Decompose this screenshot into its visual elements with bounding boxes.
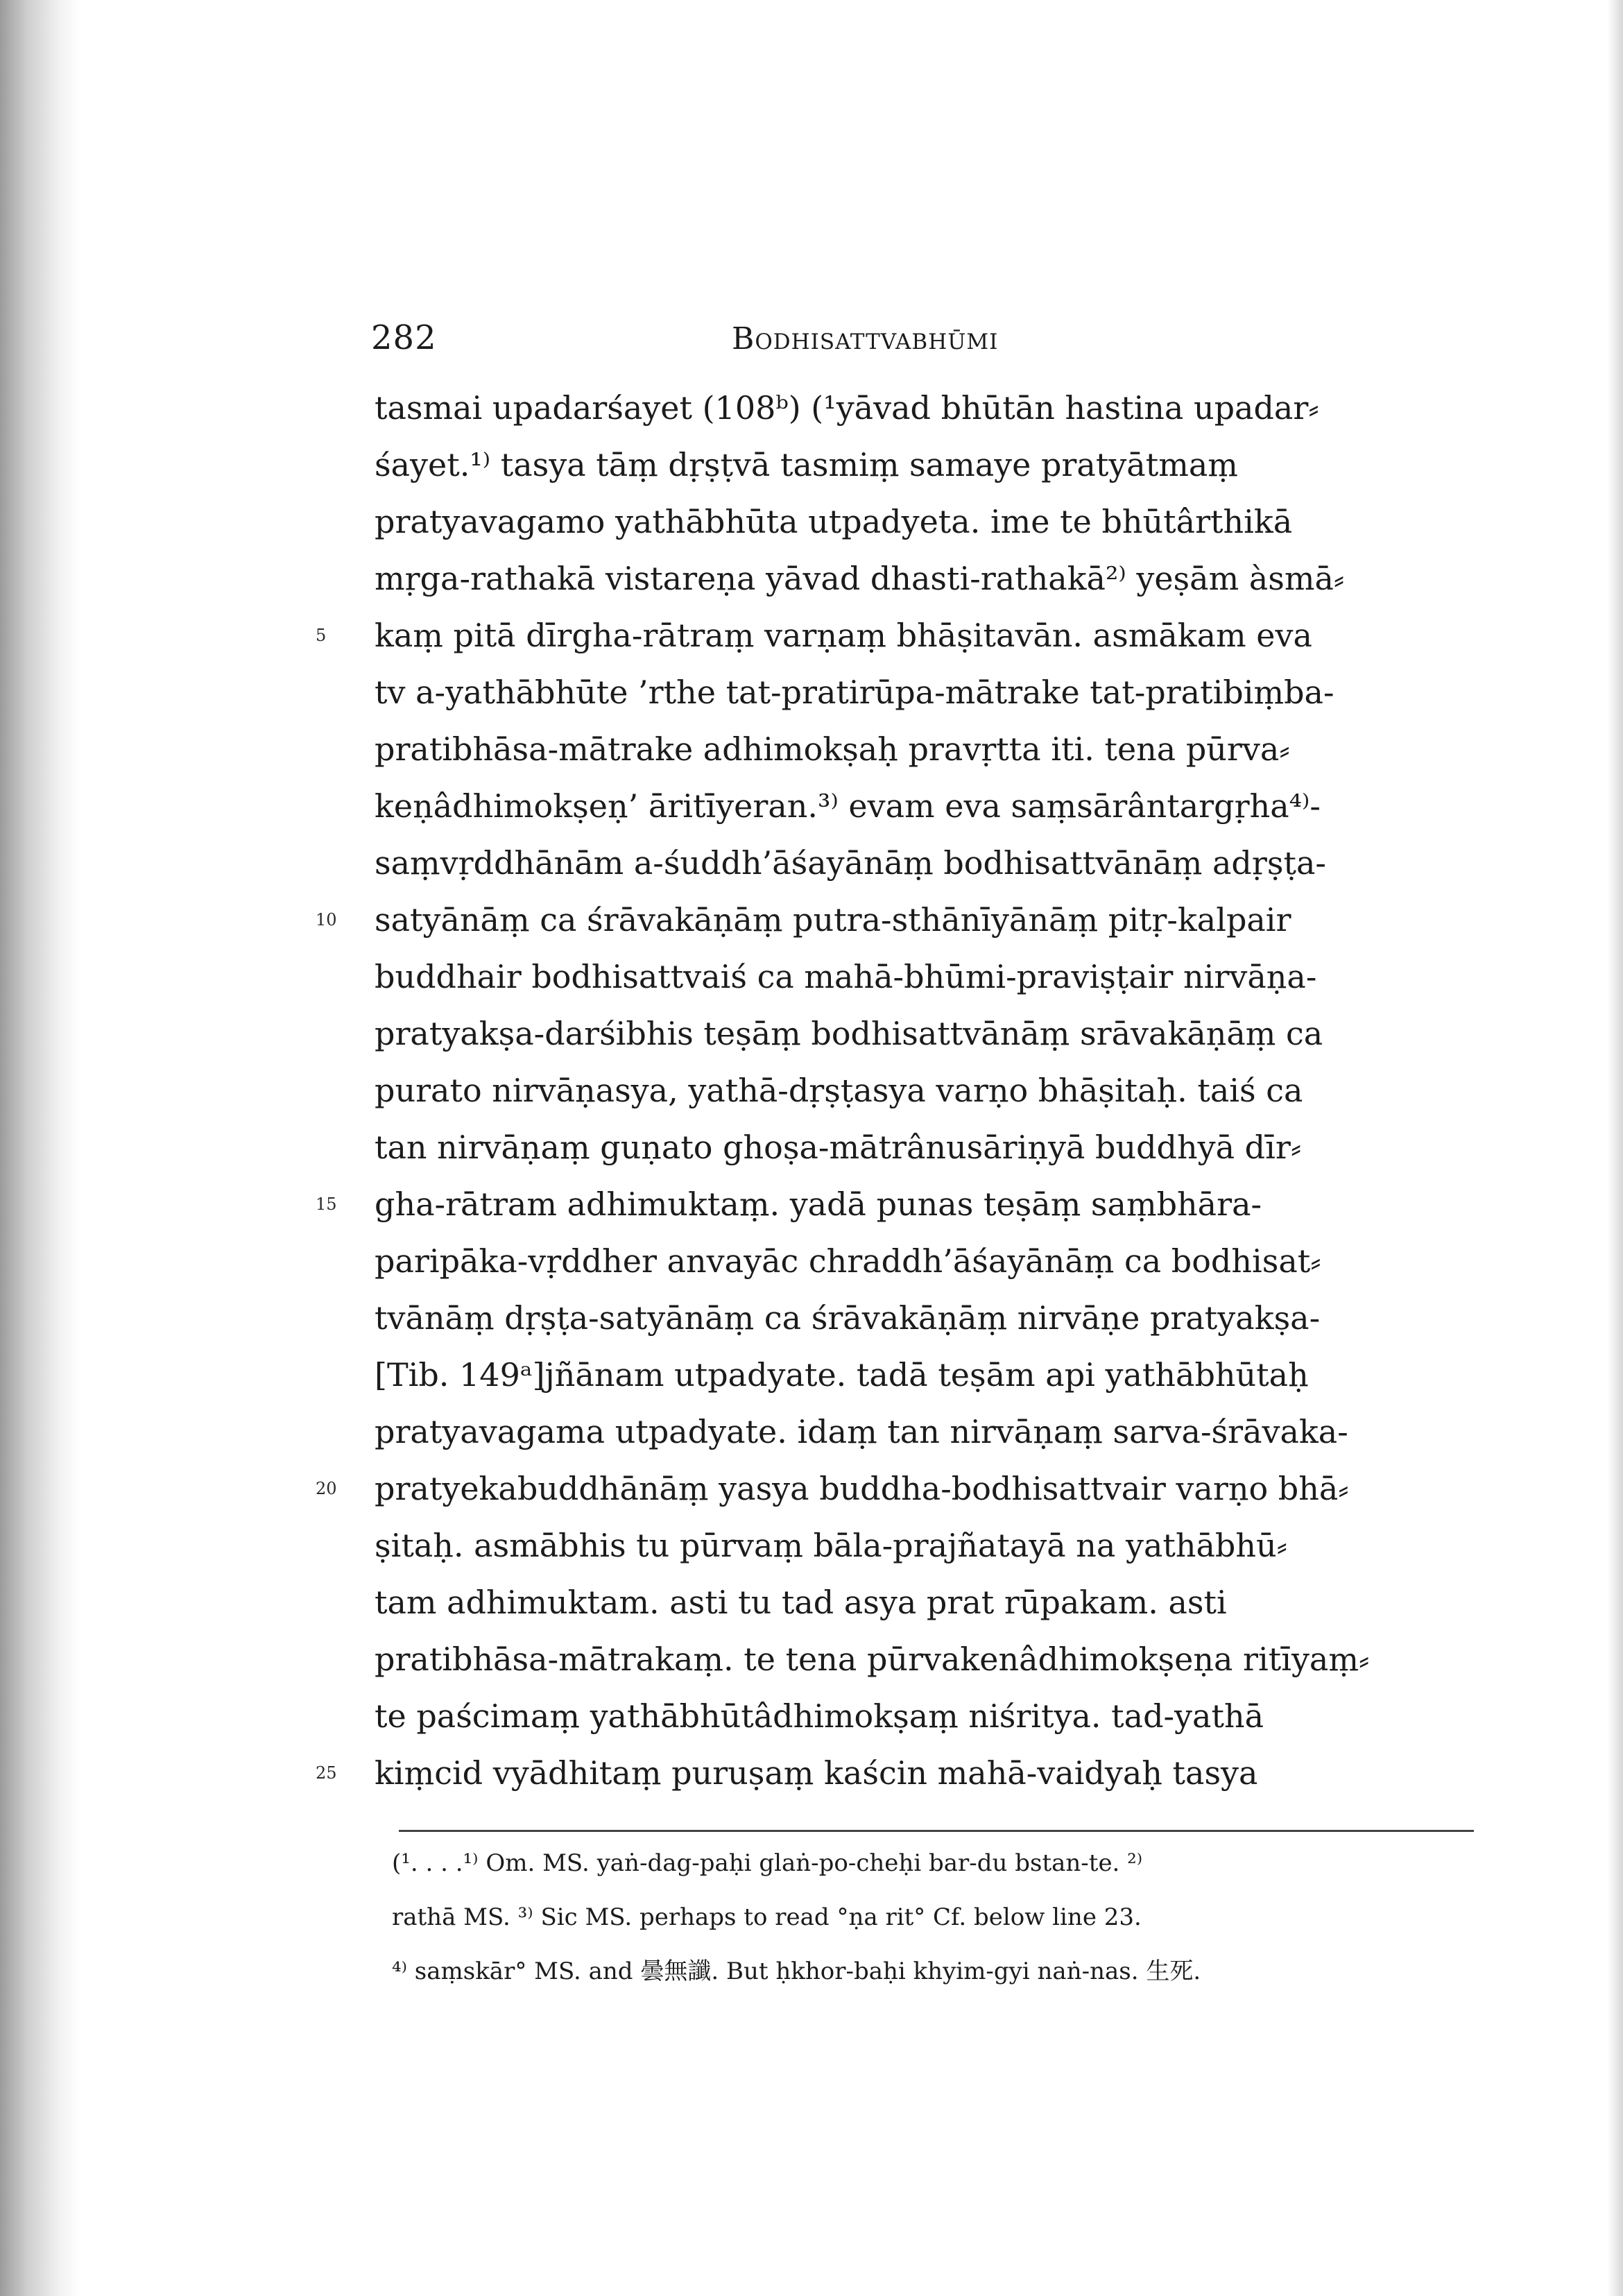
text-line-16 [375, 1235, 1470, 1287]
text-line-21 [375, 1519, 1470, 1572]
text-line-22 [375, 1576, 1470, 1629]
text-line-9 [375, 837, 1470, 889]
text-line-18 [375, 1348, 1470, 1401]
line-text: saṃvṛddhānām a-śuddh’āśayānāṃ bodhisattvānāṃ adṛṣṭa- [375, 844, 1326, 882]
line-text: tvānāṃ dṛṣṭa-satyānāṃ ca śrāvakāṇāṃ nirvāṇe pratyakṣa- [375, 1299, 1321, 1337]
scan-edge-shadow [1608, 0, 1623, 2296]
text-line-6 [375, 666, 1470, 719]
text-line-2 [375, 438, 1470, 491]
text-line-17 [375, 1292, 1470, 1344]
text-line-11 [375, 950, 1470, 1003]
footnotes [392, 1840, 1481, 2013]
line-number: 10 [316, 910, 337, 929]
line-text: pratibhāsa-mātrakaṃ. te tena pūrvakenâdhimokṣeṇa ritīyaṃ⸗ [375, 1640, 1370, 1678]
footnote-line-3: ⁴⁾ saṃskār° MS. and 曇無讖. But ḥkhor-baḥi khyim-gyi naṅ-nas. 生死. [392, 1957, 1201, 1985]
line-text: pratyakṣa-darśibhis teṣāṃ bodhisattvānāṃ srāvakāṇāṃ ca [375, 1015, 1323, 1052]
text-line-7 [375, 723, 1470, 776]
running-title: Bodhisattvabhūmi [732, 321, 999, 357]
text-line-14 [375, 1121, 1470, 1174]
line-text: keṇâdhimokṣeṇ’ āritīyeran.³⁾ evam eva saṃsārântargṛha⁴⁾- [375, 787, 1321, 825]
line-text: tv a-yathābhūte ’rthe tat-pratirūpa-mātrake tat-pratibiṃba- [375, 674, 1334, 711]
text-line-24 [375, 1690, 1470, 1742]
text-line-10 [316, 893, 1470, 946]
line-text: satyānāṃ ca śrāvakāṇāṃ putra-sthānīyānāṃ pitṛ-kalpair [375, 901, 1291, 939]
line-text: tam adhimuktam. asti tu tad asya prat rūpakam. asti [375, 1584, 1227, 1621]
text-line-3 [375, 495, 1470, 548]
footnote-line-1: (¹. . . .¹⁾ Om. MS. yaṅ-dag-paḥi glaṅ-po-cheḥi bar-du bstan-te. ²⁾ [392, 1849, 1143, 1877]
text-line-1 [375, 382, 1470, 434]
text-line-4 [375, 552, 1470, 605]
line-text: kiṃcid vyādhitaṃ puruṣaṃ kaścin mahā-vaidyaḥ tasya [375, 1754, 1258, 1792]
text-line-19 [375, 1405, 1470, 1458]
line-text: [Tib. 149ᵃ]jñānam utpadyate. tadā teṣām api yathābhūtaḥ [375, 1356, 1309, 1394]
scan-binding-shadow [0, 0, 80, 2296]
line-text: pratyavagamo yathābhūta utpadyeta. ime te bhūtârthikā [375, 503, 1293, 540]
footnote-rule [399, 1830, 1474, 1832]
line-text: te paścimaṃ yathābhūtâdhimokṣaṃ niśritya. tad-yathā [375, 1697, 1264, 1735]
line-text: pratyavagama utpadyate. idaṃ tan nirvāṇaṃ sarva-śrāvaka- [375, 1413, 1348, 1450]
line-text: pratyekabuddhānāṃ yasya buddha-bodhisattvair varṇo bhā⸗ [375, 1470, 1349, 1507]
line-number: 20 [316, 1479, 337, 1498]
main-text [316, 382, 1470, 1838]
line-text: mṛga-rathakā vistareṇa yāvad dhasti-rathakā²⁾ yeṣām àsmā⸗ [375, 560, 1345, 597]
line-text: purato nirvāṇasya, yathā-dṛṣṭasya varṇo bhāṣitaḥ. taiś ca [375, 1072, 1303, 1109]
text-line-23 [375, 1633, 1470, 1686]
line-text: tan nirvāṇaṃ guṇato ghoṣa-mātrânusāriṇyā buddhyā dīr⸗ [375, 1129, 1302, 1166]
running-head [371, 316, 1481, 364]
text-line-12 [375, 1007, 1470, 1060]
line-text: kaṃ pitā dīrgha-rātraṃ varṇaṃ bhāṣitavān. asmākam eva [375, 617, 1312, 654]
line-text: tasmai upadarśayet (108ᵇ) (¹yāvad bhūtān hastina upadar⸗ [375, 389, 1319, 427]
line-text: śayet.¹⁾ tasya tāṃ dṛṣṭvā tasmiṃ samaye pratyātmaṃ [375, 446, 1238, 483]
line-text: pratibhāsa-mātrake adhimokṣaḥ pravṛtta iti. tena pūrva⸗ [375, 730, 1290, 768]
text-line-5 [316, 609, 1470, 662]
line-number: 15 [316, 1194, 337, 1214]
line-number: 25 [316, 1763, 337, 1783]
footnote-line-2: rathā MS. ³⁾ Sic MS. perhaps to read °ṇa rit° Cf. below line 23. [392, 1903, 1142, 1931]
line-number: 5 [316, 626, 327, 645]
text-line-8 [375, 780, 1470, 832]
text-line-15 [316, 1178, 1470, 1231]
line-text: gha-rātram adhimuktaṃ. yadā punas teṣāṃ saṃbhāra- [375, 1185, 1262, 1223]
line-text: buddhair bodhisattvaiś ca mahā-bhūmi-praviṣṭair nirvāṇa- [375, 958, 1317, 995]
line-text: paripāka-vṛddher anvayāc chraddh’āśayānāṃ ca bodhisat⸗ [375, 1242, 1321, 1280]
text-line-20 [316, 1462, 1470, 1515]
text-line-25 [316, 1747, 1470, 1799]
text-line-13 [375, 1064, 1470, 1117]
page-number: 282 [371, 318, 437, 357]
line-text: ṣitaḥ. asmābhis tu pūrvaṃ bāla-prajñatayā na yathābhū⸗ [375, 1527, 1287, 1564]
